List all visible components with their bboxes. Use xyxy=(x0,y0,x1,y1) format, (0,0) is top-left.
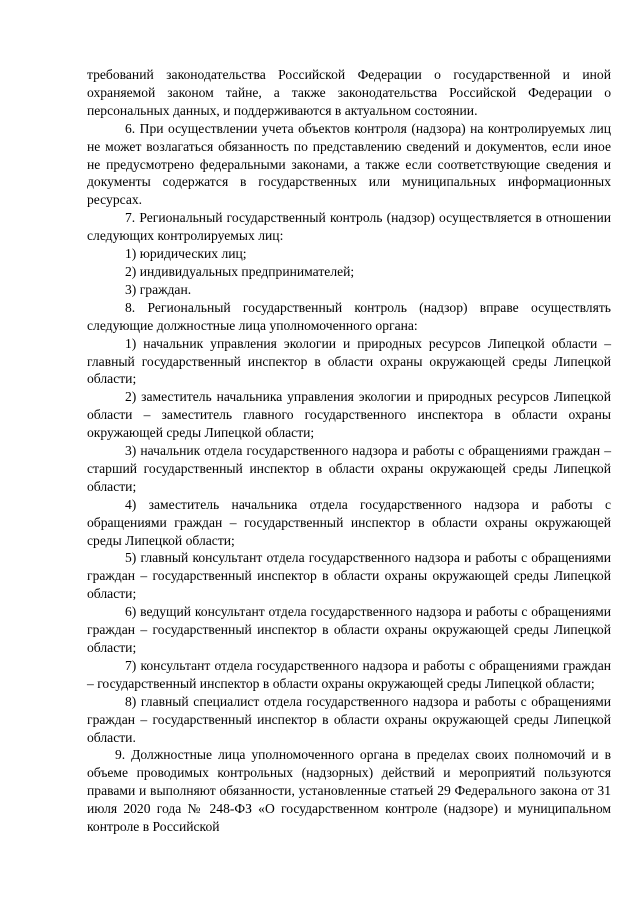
list-item-official-2: 2) заместитель начальника управления экологии и природных ресурсов Липецкой области – заместитель главного государственного инспектора в области охраны окружающей среды Липецкой области; xyxy=(87,389,611,441)
list-item-official-5: 5) главный консультант отдела государственного надзора и работы с обращениями граждан – государственный инспектор в области охраны окружающей среды Липецкой области; xyxy=(87,550,611,602)
list-item-official-4: 4) заместитель начальника отдела государственного надзора и работы с обращениями граждан – государственный инспектор в области охраны окружающей среды Липецкой области; xyxy=(87,496,611,548)
paragraph-item-9: 9. Должностные лица уполномоченного органа в пределах своих полномочий и в объеме проводимых контрольных (надзорных) действий и мероприятий пользуются правами и выполняют обязанности, установленные статьей 29 Федерального закона от 31 июля 2020 года № 248-ФЗ «О государственном контроле (надзоре) и муниципальном контроле в Российской xyxy=(87,747,611,835)
list-item-official-7: 7) консультант отдела государственного надзора и работы с обращениями граждан – государственный инспектор в области охраны окружающей среды Липецкой области; xyxy=(87,657,611,691)
list-item-official-3: 3) начальник отдела государственного надзора и работы с обращениями граждан – старший государственный инспектор в области охраны окружающей среды Липецкой области; xyxy=(87,443,611,494)
paragraph-item-7: 7. Региональный государственный контроль (надзор) осуществляется в отношении следующих контролируемых лиц: xyxy=(87,210,611,244)
list-item-official-1: 1) начальник управления экологии и природных ресурсов Липецкой области – главный государственный инспектор в области охраны окружающей среды Липецкой области; xyxy=(87,335,611,387)
paragraph-item-8: 8. Региональный государственный контроль (надзор) вправе осуществлять следующие должностные лица уполномоченного органа: xyxy=(87,299,611,333)
paragraph-item-6: 6. При осуществлении учета объектов контроля (надзора) на контролируемых лиц не может возлагаться обязанность по представлению сведений и документов, если иное не предусмотрено федеральными законами, а также если соответствующие сведения и документы содержатся в государственных или муниципальных информационных ресурсах. xyxy=(87,120,611,208)
list-item-legal-entities: 1) юридических лиц; xyxy=(125,246,247,262)
document-body xyxy=(87,66,611,836)
list-item-official-6: 6) ведущий консультант отдела государственного надзора и работы с обращениями граждан – государственный инспектор в области охраны окружающей среды Липецкой области; xyxy=(87,604,611,655)
list-item-entrepreneurs: 2) индивидуальных предпринимателей; xyxy=(125,263,355,279)
list-item-citizens: 3) граждан. xyxy=(125,281,192,297)
paragraph-continuation: требований законодательства Российской Федерации о государственной и иной охраняемой законом тайне, а также законодательства Российской Федерации о персональных данных, и поддерживаются в актуальном состоянии. xyxy=(87,67,611,118)
list-item-official-8: 8) главный специалист отдела государственного надзора и работы с обращениями граждан – государственный инспектор в области охраны окружающей среды Липецкой области. xyxy=(87,693,611,745)
